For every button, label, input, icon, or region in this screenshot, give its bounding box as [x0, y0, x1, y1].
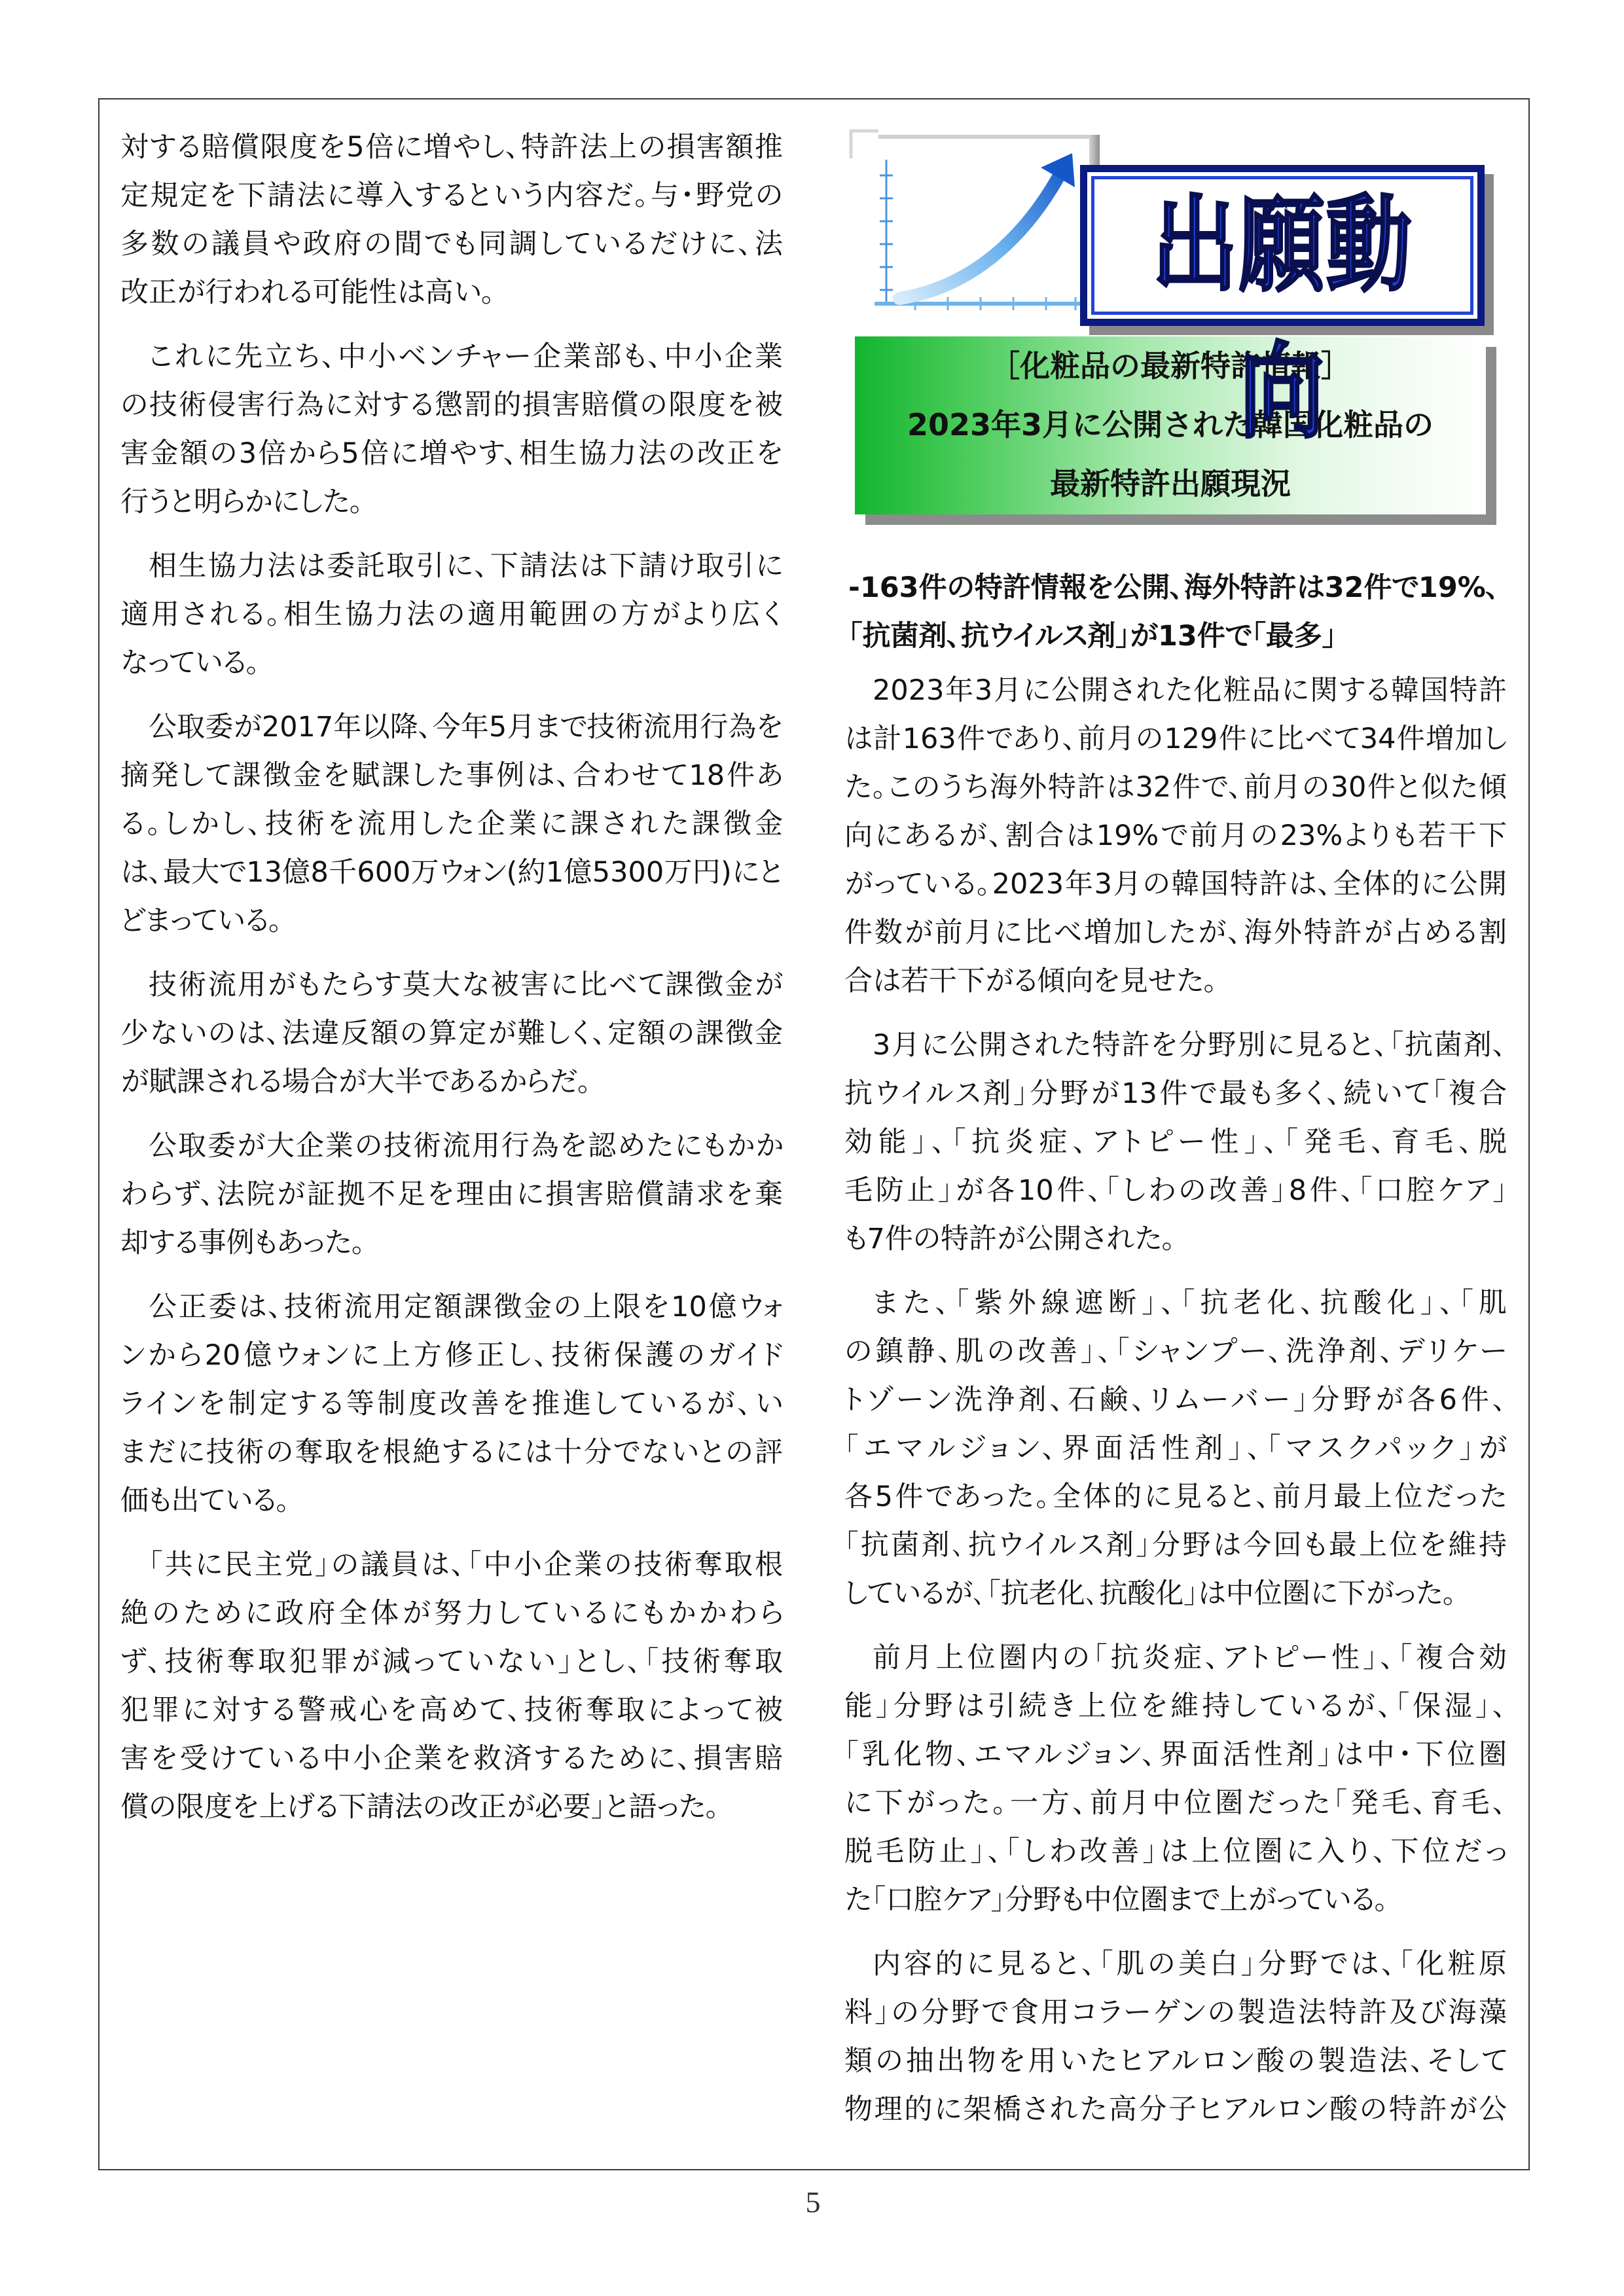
paragraph — [844, 1279, 1507, 1618]
text-line: 「抗菌剤､抗ウイルス剤」分野は今回も最上位を維持 — [844, 1529, 1507, 1562]
text-line: 内容的に見ると、「肌の美白」分野では、「化粧原 — [873, 1948, 1507, 1981]
text-line: 脱毛防止」、「しわ改善」は上位圏に入り、下位だっ — [844, 1835, 1507, 1868]
text-line: は、最大で13億8千600万ウォン(約1億5300万円)にと — [120, 856, 783, 889]
banner-line: 2023年3月に公開された韓国化粧品の — [907, 407, 1434, 442]
text-line: 少ないのは、法違反額の算定が難しく、定額の課徴金 — [120, 1017, 783, 1050]
text-line: ンから20億ウォンに上方修正し、技術保護のガイド — [120, 1339, 783, 1372]
text-line: 対する賠償限度を5倍に増やし、特許法上の損害額推 — [120, 131, 783, 164]
text-line: 公取委が2017年以降、今年5月まで技術流用行為を — [149, 711, 783, 744]
paragraph — [844, 666, 1507, 1005]
paragraph — [120, 961, 783, 1106]
article-subtitle — [848, 564, 1506, 660]
y-axis — [880, 160, 893, 302]
text-line: 3月に公開された特許を分野別に見ると、「抗菌剤、 — [873, 1029, 1507, 1062]
text-line: 適用される。相生協力法の適用範囲の方がより広く — [120, 598, 783, 631]
paragraph — [120, 332, 783, 526]
text-line: 犯罪に対する警戒心を高めて、技術奪取によって被 — [120, 1694, 783, 1727]
banner-line: ［化粧品の最新特許情報］ — [990, 348, 1351, 384]
text-line: が賦課される場合が大半であるからだ。 — [120, 1066, 592, 1098]
text-line: 類の抽出物を用いたヒアルロン酸の製造法、そして — [844, 2045, 1507, 2077]
text-line: トゾーン洗浄剤、石鹸、リムーバー」分野が各6件、 — [844, 1384, 1507, 1416]
text-line: これに先立ち、中小ベンチャー企業部も、中小企業 — [149, 340, 783, 373]
text-line: 「乳化物、エマルジョン、界面活性剤」は中･下位圏 — [844, 1738, 1507, 1771]
paragraph — [120, 1122, 783, 1267]
text-line: ラインを制定する等制度改善を推進しているが、い — [120, 1388, 783, 1420]
text-line: がっている。2023年3月の韓国特許は、全体的に公開 — [844, 868, 1507, 901]
subtitle-line: -163件の特許情報を公開、海外特許は32件で19%、 — [848, 571, 1500, 604]
text-line: 償の限度を上げる下請法の改正が必要」と語った。 — [120, 1791, 720, 1823]
text-line: 定規定を下請法に導入するという内容だ。与･野党の — [120, 179, 783, 212]
text-line: 各5件であった。全体的に見ると、前月最上位だった — [844, 1480, 1507, 1513]
banner-line: 最新特許出願現況 — [1050, 466, 1291, 501]
text-line: まだに技術の奪取を根絶するには十分でないとの評 — [120, 1436, 783, 1469]
section-logo-title: 出願動向 — [1151, 184, 1413, 453]
text-line: の技術侵害行為に対する懲罰的損害賠償の限度を被 — [120, 389, 783, 422]
text-line: 件数が前月に比べ増加したが、海外特許が占める割 — [844, 916, 1507, 949]
text-line: も7件の特許が公開された。 — [844, 1223, 1176, 1255]
paragraph — [120, 542, 783, 687]
paragraph — [844, 1021, 1507, 1263]
text-line: 抗ウイルス剤」分野が13件で最も多く、続いて「複合 — [844, 1077, 1507, 1110]
text-line: 行うと明らかにした。 — [120, 486, 364, 518]
paragraph — [120, 123, 783, 317]
subtitle-line: 「抗菌剤、抗ウイルス剤」が13件で「最多」 — [848, 620, 1337, 653]
page-number: 5 — [805, 2185, 821, 2219]
text-line: 効能」、「抗炎症、アトピー性」、「発毛、育毛、脱 — [844, 1126, 1507, 1158]
text-line: 「共に民主党」の議員は、「中小企業の技術奪取根 — [149, 1549, 783, 1581]
text-line: 多数の議員や政府の間でも同調しているだけに、法 — [120, 228, 783, 260]
paragraph — [120, 1541, 783, 1831]
text-line: る。しかし、技術を流用した企業に課された課徴金 — [120, 808, 783, 840]
paragraph — [120, 703, 783, 945]
text-line: 害金額の3倍から5倍に増やす、相生協力法の改正を — [120, 437, 783, 470]
text-line: 却する事例もあった。 — [120, 1227, 366, 1259]
text-line: どまっている。 — [120, 905, 283, 937]
text-line: 相生協力法は委託取引に、下請法は下請け取引に — [149, 550, 783, 583]
growth-chart-icon — [850, 130, 1105, 326]
text-line: 摘発して課徴金を賦課した事例は、合わせて18件あ — [120, 759, 783, 792]
text-line: 害を受けている中小企業を救済するために、損害賠 — [120, 1742, 783, 1775]
left-column — [120, 123, 783, 1847]
paragraph — [844, 1940, 1507, 2134]
right-column — [844, 666, 1507, 2149]
text-line: 技術流用がもたらす莫大な被害に比べて課徴金が — [149, 969, 783, 1001]
text-line: た。このうち海外特許は32件で、前月の30件と似た傾 — [844, 771, 1507, 804]
text-line: 公取委が大企業の技術流用行為を認めたにもかか — [149, 1130, 783, 1162]
text-line: 価も出ている。 — [120, 1484, 291, 1517]
text-line: また、「紫外線遮断」、「抗老化、抗酸化」、「肌 — [873, 1287, 1507, 1319]
text-line: 絶のために政府全体が努力しているにもかかわら — [120, 1597, 783, 1630]
text-line: に下がった。一方、前月中位圏だった「発毛、育毛、 — [844, 1787, 1507, 1820]
paragraph — [844, 1634, 1507, 1924]
text-line: わらず、法院が証拠不足を理由に損害賠償請求を棄 — [120, 1178, 783, 1211]
text-line: 前月上位圏内の「抗炎症、アトピー性」、「複合効 — [873, 1641, 1507, 1674]
text-line: しているが､「抗老化､抗酸化」は中位圏に下がった。 — [844, 1577, 1457, 1610]
text-line: 「エマルジョン、界面活性剤」、「マスクパック」が — [844, 1432, 1507, 1465]
text-line: 向にあるが、割合は19%で前月の23%よりも若干下 — [844, 819, 1507, 852]
text-line: 料」の分野で食用コラーゲンの製造法特許及び海藻 — [844, 1996, 1507, 2029]
paragraph — [120, 1283, 783, 1525]
text-line: 公正委は、技術流用定額課徴金の上限を10億ウォ — [149, 1291, 783, 1323]
text-line: は計163件であり、前月の129件に比べて34件増加し — [844, 723, 1507, 755]
text-line: 改正が行われる可能性は高い。 — [120, 276, 496, 309]
text-line: 毛防止」が各10件、「しわの改善」8件、「口腔ケア」 — [844, 1174, 1507, 1207]
text-line: 物理的に架橋された高分子ヒアルロン酸の特許が公 — [844, 2093, 1507, 2126]
text-line: た「口腔ケア」分野も中位圏まで上がっている。 — [844, 1884, 1389, 1916]
text-line: 能」分野は引続き上位を維持しているが、「保湿」、 — [844, 1690, 1507, 1723]
text-line: なっている。 — [120, 647, 261, 679]
text-line: の鎮静、肌の改善」、「シャンプー、洗浄剤、デリケー — [844, 1335, 1507, 1368]
arrow-shape — [899, 153, 1075, 298]
text-line: 2023年3月に公開された化粧品に関する韓国特許 — [873, 674, 1507, 707]
text-line: ず、技術奪取犯罪が減っていない」とし、「技術奪取 — [120, 1645, 783, 1678]
text-line: 合は若干下がる傾向を見せた。 — [844, 965, 1218, 997]
